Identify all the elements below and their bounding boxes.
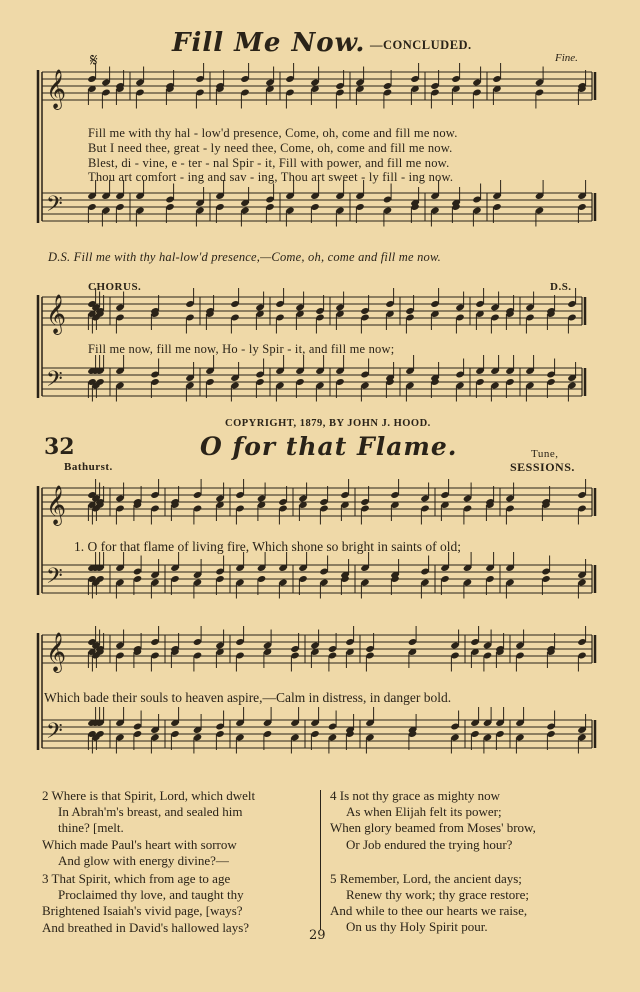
verse-line: thine? [melt.	[58, 820, 124, 836]
svg-text:𝄞: 𝄞	[46, 294, 67, 334]
verse-line: Proclaimed thy love, and taught thy	[58, 887, 244, 903]
hymn2-line-2: Which bade their souls to heaven aspire,—Calm in distress, in danger bold.	[44, 690, 452, 705]
verse-line: And glow with energy divine?—	[58, 852, 229, 868]
verse-line: And breathed in David's hallowed lays?	[42, 919, 250, 935]
chorus-label: CHORUS.	[88, 281, 142, 293]
svg-text:𝄢: 𝄢	[46, 719, 63, 749]
page-title: Fill Me Now.	[172, 28, 366, 58]
chorus-ds-mark: D.S.	[550, 281, 572, 293]
page-subtitle: —CONCLUDED.	[370, 38, 472, 52]
lyric-line-4: Thou art comfort - ing and sav - ing, Thou art sweet - ly fill - ing now.	[88, 170, 454, 184]
svg-text:𝄢: 𝄢	[46, 564, 63, 594]
tune-label: Tune,	[531, 448, 559, 460]
verse-line: Which made Paul's heart with sorrow	[42, 836, 237, 852]
lyric-line-1: Fill me with thy hal - low'd presence, Come, oh, come and fill me now.	[88, 126, 458, 140]
column-divider	[320, 790, 321, 930]
hymn-number: 32	[44, 434, 75, 460]
hymn-title: O for that Flame.	[200, 432, 458, 461]
page-number: 29	[309, 928, 326, 943]
verse-line: 2 Where is that Spirit, Lord, which dwelt	[42, 788, 256, 803]
verse-line: 5 Remember, Lord, the ancient days;	[330, 870, 522, 886]
verse-line: 4 Is not thy grace as mighty now	[330, 788, 501, 803]
verse-line: 3 That Spirit, which from age to age	[42, 871, 231, 887]
verses-right-column	[330, 788, 536, 936]
chorus-lyrics: Fill me now, fill me now, Ho - ly Spir - it, and fill me now;	[88, 342, 395, 356]
tune-name: SESSIONS.	[510, 460, 575, 474]
verse-line: Or Job endured the trying hour?	[346, 836, 513, 852]
verse-line: Brightened Isaiah's vivid page, [ways?	[42, 903, 243, 919]
svg-text:𝄞: 𝄞	[46, 632, 67, 672]
verse-line: And while to thee our hearts we raise,	[330, 903, 528, 919]
verse-line: In Abrah'm's breast, and sealed him	[58, 804, 243, 820]
verse-line: Renew thy work; thy grace restore;	[346, 887, 530, 903]
copyright-notice: COPYRIGHT, 1879, BY JOHN J. HOOD.	[225, 418, 431, 429]
verses-left-column	[42, 788, 255, 936]
verse-line: On us thy Holy Spirit pour.	[346, 919, 488, 935]
fine-mark: Fine.	[555, 52, 578, 64]
hymn2-line-1: 1. O for that flame of living fire, Which shone so bright in saints of old;	[74, 539, 462, 554]
verse-line: When glory beamed from Moses' brow,	[330, 820, 536, 836]
ds-line: D.S. Fill me with thy hal-low'd presence,—Come, oh, come and fill me now.	[48, 250, 441, 264]
meter-name: Bathurst.	[64, 461, 113, 473]
svg-text:𝄞: 𝄞	[46, 69, 67, 109]
lyric-line-3: Blest, di - vine, e - ter - nal Spir - it, Fill with power, and fill me now.	[88, 156, 450, 170]
lyric-line-2: But I need thee, great - ly need thee, Come, oh, come and fill me now.	[88, 141, 453, 155]
svg-text:𝄢: 𝄢	[46, 367, 63, 397]
segno-mark: 𝄋	[90, 50, 98, 71]
svg-text:𝄞: 𝄞	[46, 485, 67, 525]
svg-text:𝄢: 𝄢	[46, 192, 63, 222]
verse-line: As when Elijah felt its power;	[346, 804, 502, 820]
